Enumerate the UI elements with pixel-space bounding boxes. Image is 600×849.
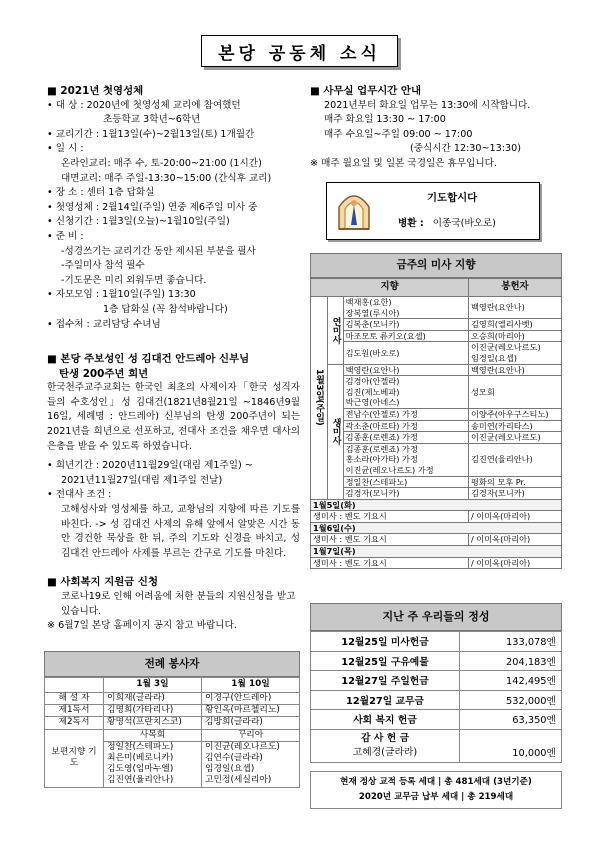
fc-period: • 교리기간 : 1월13일(수)~2월13일(토) 1개월간 bbox=[47, 128, 255, 140]
offerer: 김진연(율리안나) bbox=[469, 443, 562, 476]
offerer: 백영란(요안나) bbox=[469, 364, 562, 376]
tithe-count: 2020년 교무금 납부 세대 | 총 219세대 bbox=[358, 791, 514, 802]
offering-label: 12월25일 구유예물 bbox=[311, 651, 460, 671]
prayer-name: 김도영(임마누엘) bbox=[107, 764, 174, 775]
mass-title: 금주의 미사 지향 bbox=[310, 253, 562, 278]
table-row bbox=[311, 319, 562, 331]
andrew-title-2: 탄생 200주년 희년 bbox=[59, 367, 149, 380]
intent: 김복춘(모니카) bbox=[343, 319, 468, 331]
offerer: 김경자(모니카) bbox=[469, 488, 562, 500]
office-line: (중식시간 12:30~13:30) bbox=[410, 143, 521, 155]
yeon-label: 연미사 bbox=[328, 297, 344, 365]
fc-target: • 대 상 : 2020년에 첫영성체 교리에 참여했던 bbox=[47, 99, 241, 111]
day-intent: 생미사 : 벤도 기요시 bbox=[311, 511, 469, 523]
andrew-body: 한국천주교주교회는 한국인 최초의 사제이자「한국 성직자들의 수호성인」성 김대건(1821년8월21일 ~1846년9월16일, 세례명 : 안드레아) 신부님의 탄생 200주년이 되는 2021년을 희년으로 선포하고, 전대사 조건을 채우면 대사의 은총을 받을 수 있도록 하였습니다. bbox=[47, 382, 300, 452]
prayer-box-title: 기도합시다 bbox=[427, 192, 478, 204]
table-row bbox=[311, 376, 562, 409]
day-date-row bbox=[311, 522, 562, 534]
prayer-name: 최은미(베로니카) bbox=[107, 753, 174, 764]
table-row bbox=[311, 557, 562, 569]
intent: 김경자(모니카) bbox=[343, 488, 468, 500]
table-row bbox=[311, 632, 562, 652]
day-date: 1월7일(목) bbox=[311, 546, 562, 558]
offering-amount: 133,078엔 bbox=[460, 632, 562, 652]
table-row bbox=[45, 693, 300, 705]
servers-section bbox=[44, 651, 300, 788]
prayer-box bbox=[326, 182, 540, 240]
indulgence-body: 고해성사와 영성체를 하고, 교황님의 지향에 따른 기도를 바친다. -> 성 김대건 사제의 유해 앞에서 알맞은 시간 동안 경건한 묵상을 한 뒤, 주의 기도와 신경을 바치고, 성 김대건 안드레아 사제를 부르는 간구로 기도를 마친다. bbox=[61, 504, 300, 559]
illness-row bbox=[398, 215, 496, 229]
offering-amount: 142,495엔 bbox=[460, 671, 562, 691]
fc-prep-2: -주일미사 참석 필수 bbox=[61, 260, 145, 272]
table-row bbox=[311, 432, 562, 444]
offering-section bbox=[310, 603, 562, 809]
server-role: 해 설 자 bbox=[45, 693, 104, 705]
table-row bbox=[311, 488, 562, 500]
offering-label: 사회 복지 헌금 bbox=[311, 710, 460, 730]
praying-hands-icon bbox=[335, 189, 373, 231]
saeng-label: 생미사 bbox=[328, 364, 344, 499]
thanks-label: 감 사 헌 금 bbox=[360, 732, 410, 744]
household-count: 현재 정상 교적 등록 세대 | 총 481세대 (3년기준) bbox=[340, 776, 532, 787]
illness-label: 병환 : bbox=[398, 218, 424, 229]
offering-amount: 532,000엔 bbox=[460, 690, 562, 710]
prayer-name: 이진균(레오나르도) bbox=[205, 741, 280, 752]
prayer-b bbox=[202, 741, 300, 787]
group-a: 사목회 bbox=[104, 729, 202, 741]
servers-title: 전례 봉사자 bbox=[44, 651, 300, 677]
intent: 백재홍(요한) 장복열(루시아) bbox=[343, 297, 468, 319]
fc-prep-3: -기도문은 미리 외워두면 좋습니다. bbox=[61, 274, 207, 286]
andrew-title: ■ 본당 주보성인 성 김대건 안드레아 신부님 bbox=[47, 353, 250, 366]
table-row bbox=[311, 710, 562, 730]
day-date-row bbox=[311, 499, 562, 511]
office-title: ■ 사무실 업무시간 안내 bbox=[310, 85, 422, 97]
fc-date: • 첫영성체 : 2월14일(주일) 연중 제6주일 미사 중 bbox=[47, 201, 258, 213]
group-b: 꾸리아 bbox=[202, 729, 300, 741]
fc-prep: • 준 비 : bbox=[47, 230, 84, 242]
offerer: 백영란(요안나) bbox=[469, 297, 562, 319]
table-row bbox=[311, 476, 562, 488]
office-line: 매주 수요일~주일 09:00 ~ 17:00 bbox=[324, 128, 473, 140]
server-name: 이희재(글라라) bbox=[104, 693, 202, 705]
fc-parents-place: 1층 답화실 (꼭 참석바랍니다) bbox=[103, 303, 228, 315]
offerer: 평화의 모후 Pr. bbox=[469, 476, 562, 488]
office-line: 매주 화요일 13:30 ~ 17:00 bbox=[324, 114, 446, 126]
servers-col2: 1월 10일 bbox=[202, 678, 300, 693]
server-name: 황명석(프란치스코) bbox=[104, 717, 202, 729]
fc-prep-1: -성경쓰기는 교리기간 동안 제시된 부분을 필사 bbox=[61, 245, 256, 257]
office-section bbox=[310, 84, 565, 172]
illness-name: 이종국(바오로) bbox=[432, 218, 496, 229]
welfare-title: ■ 사회복지 지원금 신청 bbox=[47, 576, 159, 589]
prayer-a bbox=[104, 741, 202, 787]
fc-place: • 장 소 : 센터 1층 답화실 bbox=[47, 187, 155, 199]
offerer: 김영희(엘리사벳) bbox=[469, 319, 562, 331]
day-offerer: / 이미옥(마리아) bbox=[469, 557, 562, 569]
offering-label: 12월25일 미사헌금 bbox=[311, 632, 460, 652]
table-row bbox=[311, 297, 562, 319]
offerer: 이진균(레오나르도) 임경일(요셉) bbox=[469, 342, 562, 364]
servers-col1: 1월 3일 bbox=[104, 678, 202, 693]
day-offerer: / 이미옥(마리아) bbox=[469, 534, 562, 546]
left-column bbox=[47, 84, 300, 634]
thanks-name: 고혜경(글라라) bbox=[352, 746, 418, 758]
week-label: 1월3일(주일) bbox=[311, 297, 328, 500]
table-row bbox=[311, 729, 562, 762]
prayer-name: 고민정(세실리아) bbox=[205, 775, 272, 786]
table-row bbox=[45, 705, 300, 717]
intent: 김도원(바오로) bbox=[343, 342, 468, 364]
intent: 김종훈(로렌죠) 가정 bbox=[343, 432, 468, 444]
table-row bbox=[311, 671, 562, 691]
table-row bbox=[311, 511, 562, 523]
jubilee-period: • 희년기간 : 2020년11월29일(대림 제1주일) ~ bbox=[47, 460, 253, 472]
page-title: 본당 공동체 소식 bbox=[201, 35, 398, 67]
mass-section bbox=[310, 253, 562, 569]
fc-parents: • 자모모임 : 1월10일(주일) 13:30 bbox=[47, 289, 196, 301]
table-row bbox=[311, 342, 562, 364]
fc-schedule: • 일 시 : bbox=[47, 143, 84, 155]
intent: 정일찬(스테파노) bbox=[343, 476, 468, 488]
table-row bbox=[311, 651, 562, 671]
server-name: 김방희(글라라) bbox=[202, 717, 300, 729]
mass-table bbox=[310, 278, 562, 569]
offering-table bbox=[310, 631, 562, 763]
offerer: 오승희(마리아) bbox=[469, 330, 562, 342]
fc-online: 온라인교리: 매주 수, 토-20:00~21:00 (1시간) bbox=[61, 157, 262, 169]
welfare-note: ※ 6월7일 본당 홈페이지 공지 참고 바랍니다. bbox=[47, 620, 237, 632]
table-row bbox=[311, 364, 562, 376]
table-row bbox=[311, 443, 562, 476]
day-date: 1월6일(수) bbox=[311, 522, 562, 534]
household-box bbox=[310, 771, 562, 809]
server-name: 김명희(가타리나) bbox=[104, 705, 202, 717]
intent: 백영란(요안나) bbox=[343, 364, 468, 376]
fc-offline: 대면교리: 매주 주일-13:30~15:00 (간식후 교리) bbox=[61, 172, 272, 184]
intent: 김종훈(로렌죠) 가정 홍소라(아가타) 가정 이진균(레오나르도) 가정 bbox=[343, 443, 468, 476]
table-row bbox=[311, 534, 562, 546]
table-row bbox=[45, 729, 300, 741]
offerer: 성모회 bbox=[469, 376, 562, 409]
welfare-body: 코로나19로 인해 어려움에 처한 분들의 지원신청을 받고 있습니다. bbox=[61, 591, 296, 617]
intent: 마조모토 류키오(요셉) bbox=[343, 330, 468, 342]
prayer-name: 정일찬(스테파노) bbox=[107, 741, 174, 752]
offering-label: 12월27일 주일헌금 bbox=[311, 671, 460, 691]
day-date-row bbox=[311, 546, 562, 558]
thanks-cell bbox=[311, 729, 460, 762]
intent: 전남수(안젤로) 가정 bbox=[343, 408, 468, 420]
server-name: 황인옥(마르첼리노) bbox=[202, 705, 300, 717]
table-row bbox=[45, 717, 300, 729]
intent: 김경아(안젤라) 김진(제노베파) 박근영(아녜스) bbox=[343, 376, 468, 409]
offering-amount: 204,183엔 bbox=[460, 651, 562, 671]
table-row bbox=[311, 420, 562, 432]
office-note: ※ 매주 월요일 및 일본 국경일은 휴무입니다. bbox=[310, 157, 497, 169]
office-line: 2021년부터 화요일 업무는 13:30에 시작합니다. bbox=[324, 99, 531, 111]
mass-header-intent: 지향 bbox=[311, 279, 469, 297]
prayer-role: 보편지향 기 도 bbox=[45, 729, 104, 787]
prayer-name: 임경일(요셉) bbox=[205, 764, 255, 775]
day-offerer: / 이미옥(마리아) bbox=[469, 511, 562, 523]
offerer: 이양주(아우구스티노) bbox=[469, 408, 562, 420]
offering-title: 지난 주 우리들의 정성 bbox=[310, 603, 562, 631]
thanks-amount: 10,000엔 bbox=[460, 729, 562, 762]
server-role: 제2독서 bbox=[45, 717, 104, 729]
first-communion-title: ■ 2021년 첫영성체 bbox=[47, 85, 144, 97]
fc-target-grades: 초등학교 3학년~6학년 bbox=[103, 114, 201, 126]
day-intent: 생미사 : 벤도 기요시 bbox=[311, 534, 469, 546]
servers-table bbox=[44, 677, 300, 788]
server-role: 제1독서 bbox=[45, 705, 104, 717]
offerer: 송미연(카리타스) bbox=[469, 420, 562, 432]
prayer-name: 김진연(율리안나) bbox=[107, 775, 174, 786]
jubilee-period-end: 2021년11월27일(대림 제1주일 전날) bbox=[61, 474, 223, 486]
fc-apply: • 신청기간 : 1월3일(오늘)~1월10일(주일) bbox=[47, 216, 230, 228]
prayer-name: 김연수(글라라) bbox=[205, 753, 263, 764]
day-date: 1월5일(화) bbox=[311, 499, 562, 511]
intent: 곽소춘(마르타) 가정 bbox=[343, 420, 468, 432]
table-row bbox=[311, 408, 562, 420]
offering-label: 12월27일 교무금 bbox=[311, 690, 460, 710]
day-intent: 생미사 : 벤도 기요시 bbox=[311, 557, 469, 569]
mass-header-offerer: 봉헌자 bbox=[469, 279, 562, 297]
table-row bbox=[311, 690, 562, 710]
table-row bbox=[311, 330, 562, 342]
offering-amount: 63,350엔 bbox=[460, 710, 562, 730]
fc-reception: • 접수처 : 교리담당 수녀님 bbox=[47, 318, 161, 330]
indulgence-condition: • 전대사 조건 : bbox=[47, 489, 112, 501]
server-name: 이경구(안드레아) bbox=[202, 693, 300, 705]
offerer: 이진균(레오나르도) bbox=[469, 432, 562, 444]
